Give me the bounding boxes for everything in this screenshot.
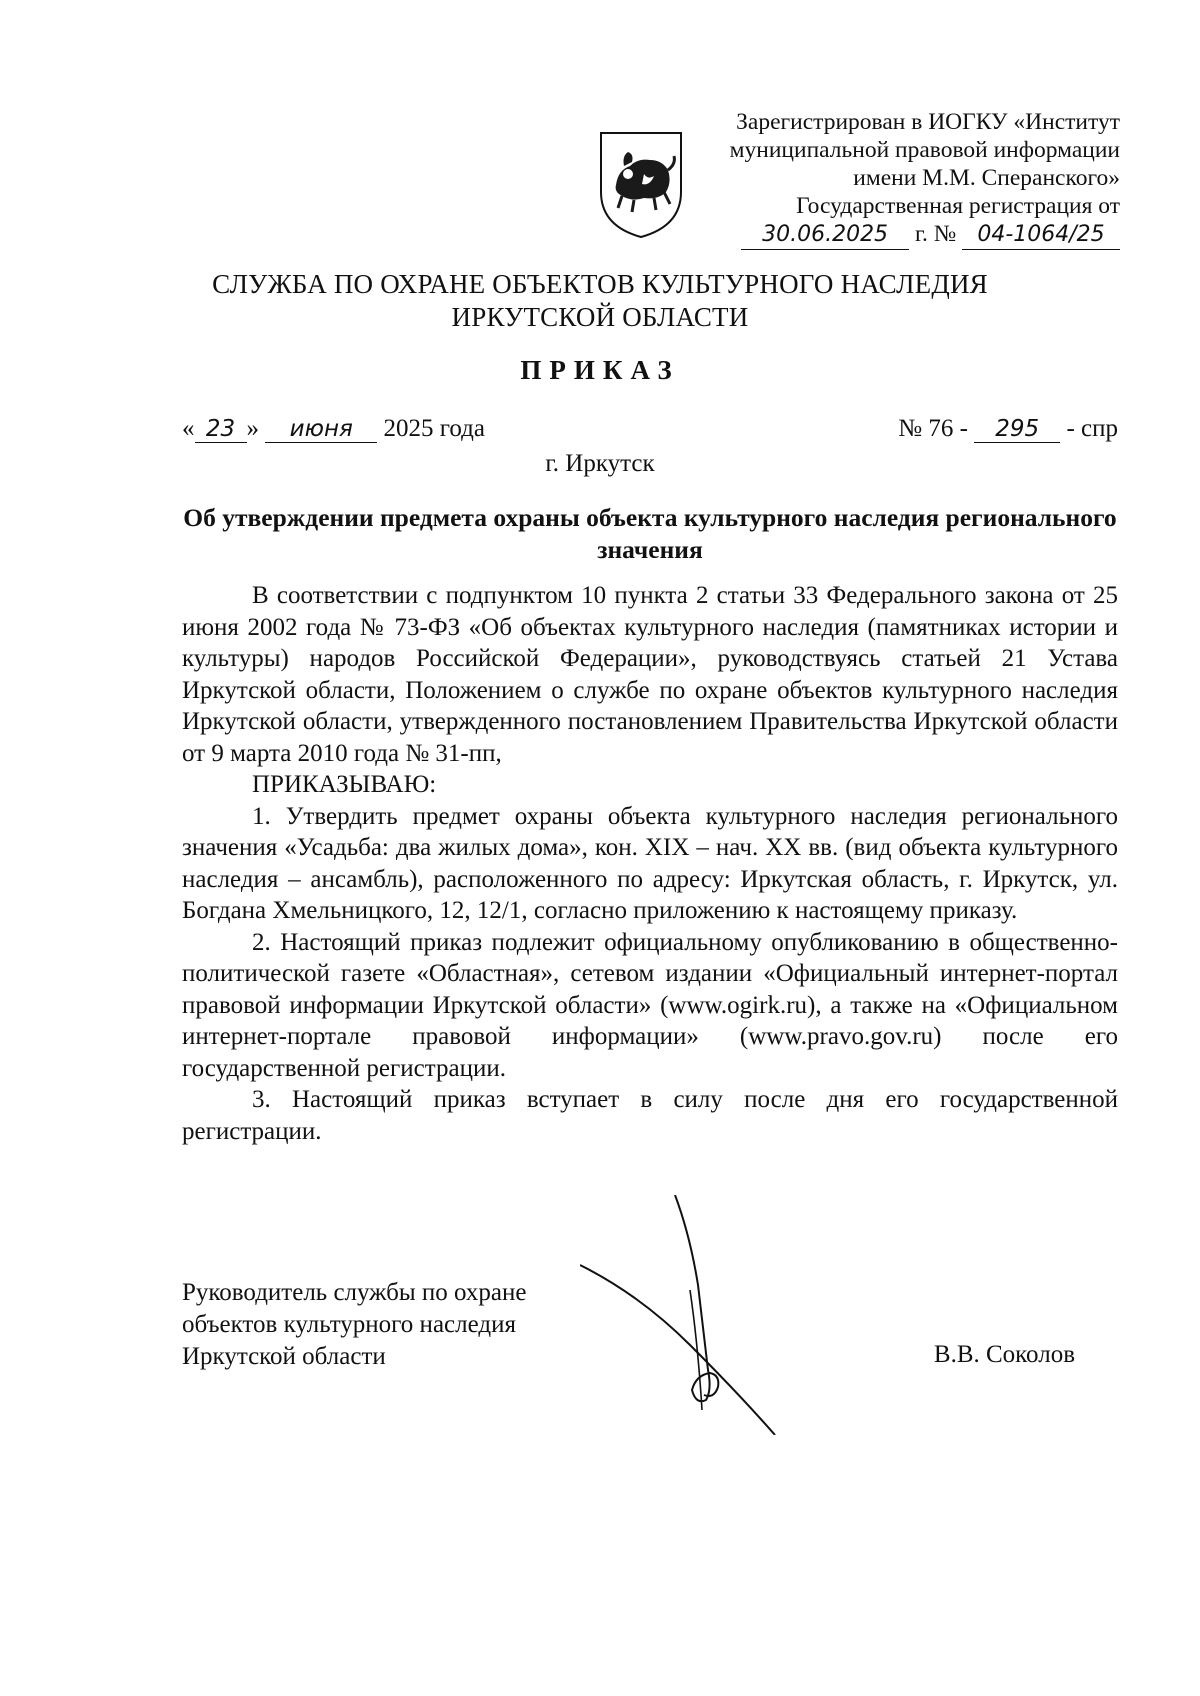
order-body — [182, 580, 1118, 1147]
order-date — [182, 415, 485, 443]
order-item: 2. Настоящий приказ подлежит официальному опубликованию в общественно-политической газете «Областная», сетевом издании «Официальный интернет-портал правовой информации Иркутской области» (www.ogirk.ru), а также на «Официальном интернет-портале правовой информации» (www.pravo.gov.ru) после его государственной регистрации. — [182, 928, 1118, 1082]
registration-line: Государственная регистрация от — [796, 193, 1120, 219]
handwritten-signature — [580, 1195, 850, 1435]
order-number-value: 295 — [974, 416, 1060, 443]
order-title: ПРИКАЗ — [520, 355, 680, 385]
registration-line: муниципальной правовой информации — [729, 137, 1120, 163]
registration-number-label: г. № — [914, 221, 957, 247]
city: г. Иркутск — [545, 450, 655, 477]
date-month: июня — [265, 416, 377, 443]
signatory-title — [182, 1277, 526, 1373]
order-item: 1. Утвердить предмет охраны объекта культурного наследия регионального значения «Усадьба: два жилых дома», кон. XIX – нач. XX вв. (вид объекта культурного наследия – ансамбль), расположенного по адресу: Иркутская область, г. Иркутск, ул. Богдана Хмельницкого, 12, 12/1, согласно приложению к настоящему приказу. — [182, 802, 1118, 924]
order-number-prefix: № 76 - — [898, 415, 968, 442]
date-day: 23 — [195, 416, 247, 443]
registration-date: 30.06.2025 — [741, 221, 909, 250]
signatory-title-line: Иркутской области — [182, 1343, 386, 1370]
date-close-quote: » — [246, 415, 259, 442]
date-year: 2025 года — [383, 415, 485, 442]
order-word: ПРИКАЗЫВАЮ: — [252, 771, 437, 798]
agency-name-line: ИРКУТСКОЙ ОБЛАСТИ — [451, 302, 749, 332]
order-number — [898, 415, 1118, 443]
registration-block — [700, 108, 1120, 250]
order-subject: Об утверждении предмета охраны объекта культурного наследия регионального значения — [183, 503, 1117, 564]
registration-number: 04-1064/25 — [962, 221, 1120, 250]
agency-name — [0, 268, 1200, 334]
date-open-quote: « — [182, 415, 195, 442]
order-number-suffix: - спр — [1066, 415, 1118, 442]
agency-name-line: СЛУЖБА ПО ОХРАНЕ ОБЪЕКТОВ КУЛЬТУРНОГО НАСЛЕДИЯ — [212, 269, 988, 299]
signatory-title-line: объектов культурного наследия — [182, 1311, 516, 1338]
signatory-name: В.В. Соколов — [933, 1341, 1075, 1368]
registration-line: имени М.М. Сперанского» — [853, 165, 1120, 191]
order-item: 3. Настоящий приказ вступает в силу после дня его государственной регистрации. — [182, 1086, 1118, 1145]
coat-of-arms-icon — [598, 130, 684, 240]
registration-number-line — [700, 220, 1120, 250]
signatory-title-line: Руководитель службы по охране — [182, 1279, 527, 1306]
preamble-paragraph: В соответствии с подпунктом 10 пункта 2 статьи 33 Федерального закона от 25 июня 2002 года № 73-ФЗ «Об объектах культурного наследия (памятниках истории и культуры) народов Российской Федерации», руководствуясь статьей 21 Устава Иркутской области, Положением о службе по охране объектов культурного наследия Иркутской области, утвержденного постановлением Правительства Иркутской области от 9 марта 2010 года № 31-пп, — [182, 582, 1118, 767]
registration-line: Зарегистрирован в ИОГКУ «Институт — [736, 109, 1120, 135]
